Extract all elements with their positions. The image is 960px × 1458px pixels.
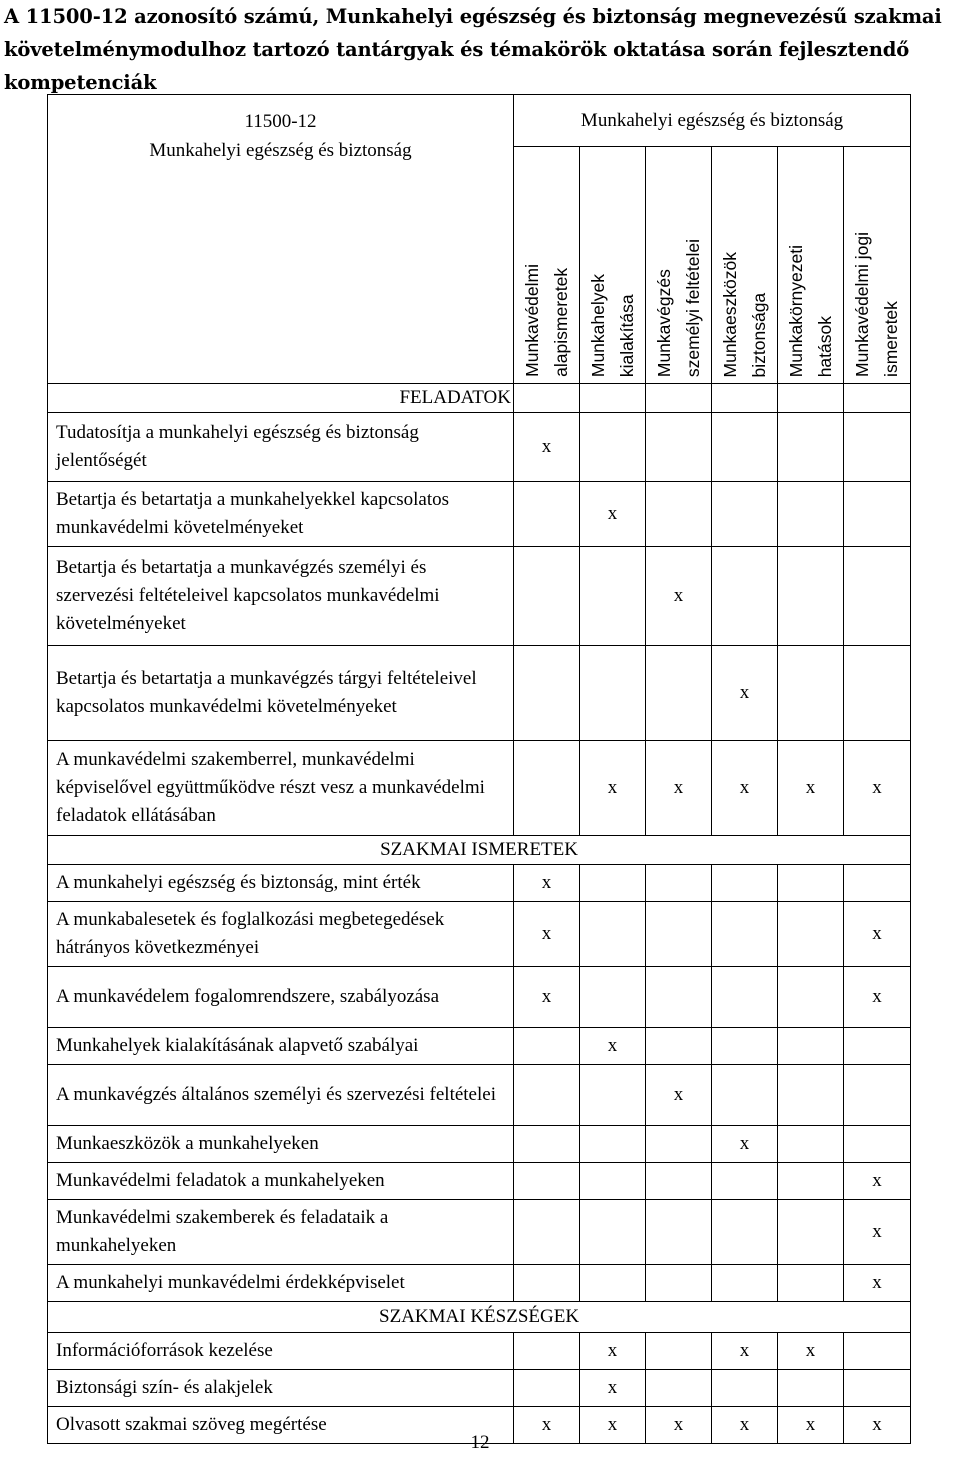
table-row — [48, 741, 911, 836]
table-row — [48, 1163, 911, 1200]
mark-cell — [514, 1163, 580, 1200]
mark-cell — [646, 1028, 712, 1065]
row-label: Információforrások kezelése — [48, 1333, 514, 1370]
mark-cell: x — [844, 741, 911, 836]
mark-cell — [580, 1126, 646, 1163]
mark-cell — [514, 1333, 580, 1370]
mark-cell — [778, 482, 844, 547]
competency-table — [47, 94, 911, 1444]
mark-cell — [580, 547, 646, 646]
mark-cell — [646, 413, 712, 482]
mark-cell — [514, 1065, 580, 1126]
module-title-cell — [48, 95, 514, 384]
mark-cell: x — [514, 902, 580, 967]
mark-cell: x — [646, 1407, 712, 1444]
column-header — [778, 147, 844, 384]
mark-cell — [844, 482, 911, 547]
group-header-row — [48, 95, 911, 147]
mark-cell — [646, 482, 712, 547]
mark-cell — [646, 902, 712, 967]
row-label: A munkahelyi egészség és biztonság, mint érték — [48, 865, 514, 902]
mark-cell — [778, 865, 844, 902]
module-name: Munkahelyi egészség és biztonság — [149, 140, 412, 161]
column-header-label: Munkaeszközök biztonsága — [719, 251, 769, 377]
column-header — [712, 147, 778, 384]
mark-cell — [514, 482, 580, 547]
mark-cell — [778, 1028, 844, 1065]
mark-cell — [646, 1163, 712, 1200]
mark-cell — [646, 967, 712, 1028]
mark-cell — [844, 1370, 911, 1407]
mark-cell: x — [646, 1065, 712, 1126]
mark-cell: x — [514, 967, 580, 1028]
mark-cell — [646, 1370, 712, 1407]
mark-cell: x — [712, 741, 778, 836]
mark-cell — [778, 646, 844, 741]
mark-cell — [580, 967, 646, 1028]
mark-cell: x — [778, 1407, 844, 1444]
mark-cell — [844, 646, 911, 741]
section-title: SZAKMAI ISMERETEK — [48, 836, 911, 865]
mark-cell — [514, 646, 580, 741]
table-row — [48, 967, 911, 1028]
table-row — [48, 865, 911, 902]
row-label: Munkaeszközök a munkahelyeken — [48, 1126, 514, 1163]
row-label: A munkabalesetek és foglalkozási megbetegedések hátrányos következményei — [48, 902, 514, 967]
row-label: Betartja és betartatja a munkavégzés személyi és szervezési feltételeivel kapcsolatos munkavédelmi követelményeket — [48, 547, 514, 646]
mark-cell — [514, 1200, 580, 1265]
mark-cell — [514, 1370, 580, 1407]
empty-cell — [514, 384, 580, 413]
mark-cell — [844, 547, 911, 646]
mark-cell — [712, 482, 778, 547]
page-number: 12 — [470, 1432, 490, 1453]
mark-cell — [712, 413, 778, 482]
table-row — [48, 547, 911, 646]
column-header-label: Munkavédelmi alapismeretek — [521, 264, 571, 377]
mark-cell — [778, 1065, 844, 1126]
mark-cell: x — [844, 1163, 911, 1200]
mark-cell: x — [514, 865, 580, 902]
mark-cell — [712, 1265, 778, 1302]
table-row — [48, 1065, 911, 1126]
table-row — [48, 1265, 911, 1302]
mark-cell — [778, 902, 844, 967]
mark-cell: x — [844, 967, 911, 1028]
document-heading: A 11500-12 azonosító számú, Munkahelyi egészség és biztonság megnevezésű szakmai követelménymodulhoz tartozó tantárgyak és témakörök oktatása során fejlesztendő kompetenciák — [4, 5, 942, 94]
mark-cell — [778, 1163, 844, 1200]
table-row — [48, 1200, 911, 1265]
mark-cell — [712, 547, 778, 646]
mark-cell — [646, 1200, 712, 1265]
mark-cell: x — [646, 547, 712, 646]
mark-cell — [778, 547, 844, 646]
empty-cell — [778, 384, 844, 413]
mark-cell — [514, 741, 580, 836]
row-label: Olvasott szakmai szöveg megértése — [48, 1407, 514, 1444]
mark-cell: x — [580, 741, 646, 836]
mark-cell — [580, 1265, 646, 1302]
row-label: A munkahelyi munkavédelmi érdekképviselet — [48, 1265, 514, 1302]
mark-cell — [514, 1265, 580, 1302]
mark-cell — [712, 1028, 778, 1065]
mark-cell: x — [844, 1265, 911, 1302]
mark-cell — [646, 646, 712, 741]
mark-cell — [580, 646, 646, 741]
mark-cell — [580, 902, 646, 967]
mark-cell — [844, 413, 911, 482]
group-header: Munkahelyi egészség és biztonság — [514, 95, 911, 147]
row-label: Tudatosítja a munkahelyi egészség és biztonság jelentőségét — [48, 413, 514, 482]
mark-cell — [844, 1028, 911, 1065]
mark-cell — [712, 1200, 778, 1265]
mark-cell — [646, 1126, 712, 1163]
empty-cell — [844, 384, 911, 413]
column-header-label: Munkakörnyezeti hatások — [785, 244, 835, 377]
mark-cell — [778, 1370, 844, 1407]
table-row — [48, 902, 911, 967]
mark-cell — [844, 1333, 911, 1370]
section-title: FELADATOK — [48, 384, 514, 413]
mark-cell — [712, 1370, 778, 1407]
column-header — [646, 147, 712, 384]
mark-cell — [514, 1028, 580, 1065]
mark-cell: x — [580, 1333, 646, 1370]
mark-cell: x — [580, 1028, 646, 1065]
column-header-label: Munkavégzés személyi feltételei — [653, 238, 703, 377]
mark-cell — [514, 547, 580, 646]
mark-cell: x — [580, 482, 646, 547]
module-code: 11500-12 — [244, 111, 317, 132]
row-label: Munkavédelmi feladatok a munkahelyeken — [48, 1163, 514, 1200]
mark-cell: x — [712, 1407, 778, 1444]
mark-cell — [844, 1065, 911, 1126]
mark-cell: x — [778, 1333, 844, 1370]
mark-cell — [646, 1265, 712, 1302]
mark-cell — [712, 1065, 778, 1126]
mark-cell — [580, 1065, 646, 1126]
row-label: A munkavégzés általános személyi és szervezési feltételei — [48, 1065, 514, 1126]
mark-cell — [580, 865, 646, 902]
mark-cell — [580, 1200, 646, 1265]
mark-cell: x — [580, 1370, 646, 1407]
mark-cell — [778, 1126, 844, 1163]
mark-cell: x — [844, 902, 911, 967]
mark-cell — [580, 413, 646, 482]
mark-cell: x — [712, 646, 778, 741]
mark-cell: x — [712, 1126, 778, 1163]
empty-cell — [646, 384, 712, 413]
section-szakmai-ismeretek-row — [48, 836, 911, 865]
section-feladatok-row — [48, 384, 911, 413]
mark-cell: x — [844, 1407, 911, 1444]
table-row — [48, 1126, 911, 1163]
mark-cell — [778, 413, 844, 482]
table-row — [48, 1333, 911, 1370]
mark-cell: x — [514, 1407, 580, 1444]
table-row — [48, 482, 911, 547]
mark-cell — [646, 865, 712, 902]
mark-cell — [844, 865, 911, 902]
mark-cell — [778, 1200, 844, 1265]
mark-cell — [712, 865, 778, 902]
table-row — [48, 646, 911, 741]
mark-cell: x — [580, 1407, 646, 1444]
row-label: Betartja és betartatja a munkahelyekkel kapcsolatos munkavédelmi követelményeket — [48, 482, 514, 547]
column-header-label: Munkavédelmi jogi ismeretek — [852, 232, 902, 377]
row-label: Betartja és betartatja a munkavégzés tárgyi feltételeivel kapcsolatos munkavédelmi követelményeket — [48, 646, 514, 741]
row-label: Biztonsági szín- és alakjelek — [48, 1370, 514, 1407]
mark-cell — [712, 967, 778, 1028]
mark-cell: x — [844, 1200, 911, 1265]
row-label: A munkavédelem fogalomrendszere, szabályozása — [48, 967, 514, 1028]
row-label: Munkavédelmi szakemberek és feladataik a munkahelyeken — [48, 1200, 514, 1265]
row-label: Munkahelyek kialakításának alapvető szabályai — [48, 1028, 514, 1065]
mark-cell — [646, 1333, 712, 1370]
mark-cell: x — [778, 741, 844, 836]
mark-cell: x — [712, 1333, 778, 1370]
section-title: SZAKMAI KÉSZSÉGEK — [48, 1302, 911, 1333]
mark-cell — [844, 1126, 911, 1163]
mark-cell: x — [514, 413, 580, 482]
table-row — [48, 413, 911, 482]
table-row — [48, 1370, 911, 1407]
empty-cell — [580, 384, 646, 413]
row-label: A munkavédelmi szakemberrel, munkavédelmi képviselővel együttműködve részt vesz a munkavédelmi feladatok ellátásában — [48, 741, 514, 836]
section-szakmai-keszsegek-row — [48, 1302, 911, 1333]
mark-cell — [580, 1163, 646, 1200]
column-header — [844, 147, 911, 384]
empty-cell — [712, 384, 778, 413]
table-row — [48, 1028, 911, 1065]
mark-cell — [778, 1265, 844, 1302]
mark-cell — [778, 967, 844, 1028]
mark-cell — [712, 1163, 778, 1200]
mark-cell — [514, 1126, 580, 1163]
column-header — [580, 147, 646, 384]
column-header-label: Munkahelyek kialakítása — [587, 273, 637, 377]
column-header — [514, 147, 580, 384]
mark-cell: x — [646, 741, 712, 836]
mark-cell — [712, 902, 778, 967]
